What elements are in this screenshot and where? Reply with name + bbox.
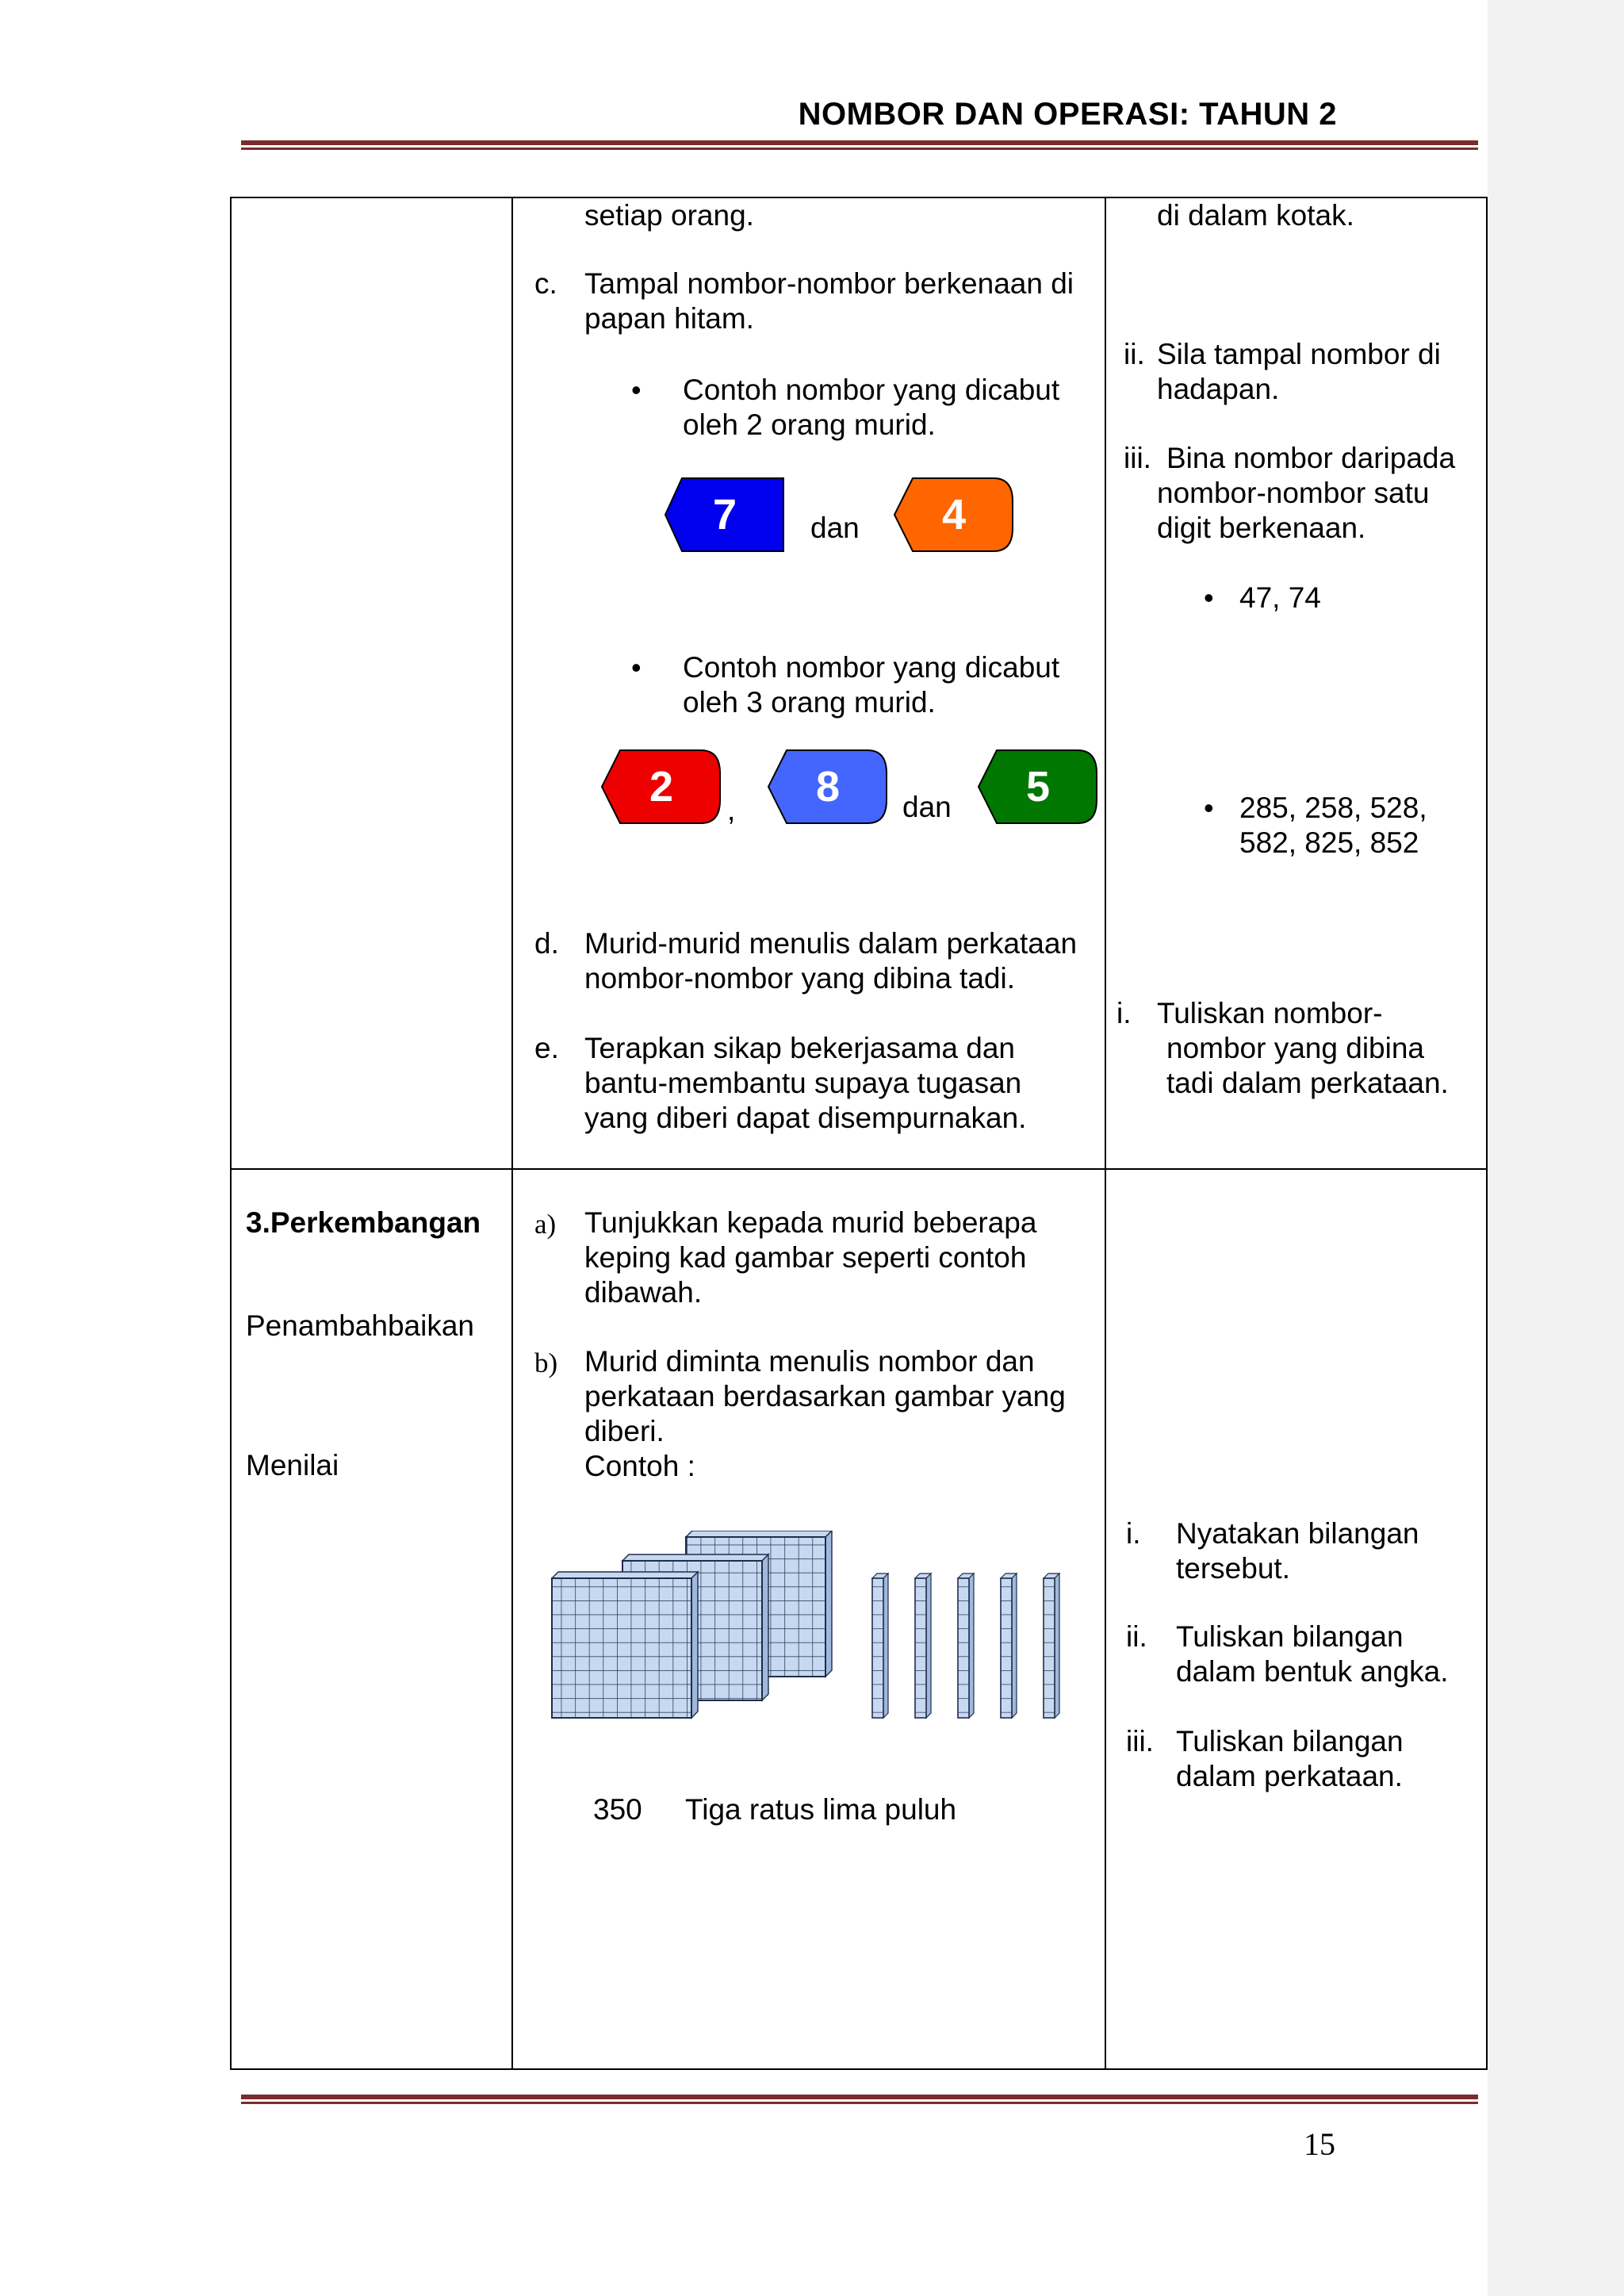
item-e-text-3: yang diberi dapat disempurnakan. [584,1102,1027,1134]
item-c-text-1: Tampal nombor-nombor berkenaan di [584,267,1074,300]
note-iii-text-3: digit berkenaan. [1157,512,1366,544]
note-ii-text-1: Sila tampal nombor di [1157,338,1441,370]
note-iii-marker: iii. [1126,1725,1154,1757]
note-ii-text-2: dalam bentuk angka. [1176,1655,1449,1688]
item-e-marker: e. [534,1032,559,1064]
item-a-text-2: keping kad gambar seperti contoh [584,1241,1027,1274]
header-rule-thick [241,140,1478,145]
card-number: 7 [712,491,737,539]
number-card [768,749,888,824]
bullet1-text-2: oleh 2 orang murid. [683,408,936,441]
ten-rod [958,1573,974,1718]
note-ii-marker: ii. [1124,338,1145,370]
item-d-text-2: nombor-nombor yang dibina tadi. [584,962,1015,995]
number-card [894,477,1014,552]
column-divider-2 [1105,197,1106,2070]
column-divider-1 [511,197,513,2070]
note-ii-marker: ii. [1126,1620,1147,1653]
card-number: 2 [649,763,674,811]
item-d-text-1: Murid-murid menulis dalam perkataan [584,927,1078,960]
number-card [978,749,1098,824]
number-card [665,477,785,552]
bullet-icon: • [1204,581,1214,614]
header-rule-thin [241,148,1478,150]
item-a-text-3: dibawah. [584,1276,703,1309]
example-number: 350 [593,1793,642,1826]
card-number: 8 [815,763,841,811]
note-iii-text-1: Bina nombor daripada [1166,442,1456,474]
card-number: 5 [1025,763,1051,811]
example-label: Contoh : [584,1450,695,1482]
card-number: 4 [941,491,967,539]
page-margin-strip [1488,0,1624,2296]
note-i-text-2: nombor yang dibina [1166,1032,1424,1064]
note-i-marker: i. [1116,997,1132,1029]
item-a-marker: a) [534,1209,557,1240]
footer-rule-thin [241,2102,1478,2104]
ten-rod [1044,1573,1059,1718]
footer-rule-thick [241,2095,1478,2099]
note-iii-text-2: nombor-nombor satu [1157,477,1430,509]
note-i-text-2: tersebut. [1176,1552,1290,1585]
ten-rod [1001,1573,1017,1718]
connector-dan: dan [810,512,860,544]
note-ii-text-2: hadapan. [1157,373,1280,405]
note-i-text-3: tadi dalam perkataan. [1166,1067,1449,1099]
row-divider [230,1168,1488,1170]
note-iii-text-2: dalam perkataan. [1176,1760,1403,1792]
note-i-marker: i. [1126,1517,1141,1550]
item-c-text-2: papan hitam. [584,302,754,335]
notes-continuation: di dalam kotak. [1157,199,1354,232]
stage-subtitle-2: Menilai [246,1449,339,1481]
stage-subtitle-1: Penambahbaikan [246,1309,474,1342]
activity-continuation: setiap orang. [584,199,754,232]
note-i-text-1: Nyatakan bilangan [1176,1517,1419,1550]
item-b-text-2: perkataan berdasarkan gambar yang [584,1380,1066,1412]
number-card [601,749,722,824]
answer-three-digit-1: 285, 258, 528, [1239,792,1427,824]
item-c-marker: c. [534,267,557,300]
item-a-text-1: Tunjukkan kepada murid beberapa [584,1206,1037,1239]
answer-two-digit: 47, 74 [1239,581,1321,614]
note-i-text-1: Tuliskan nombor- [1157,997,1383,1029]
ten-rod [872,1573,888,1718]
note-ii-text-1: Tuliskan bilangan [1176,1620,1404,1653]
example-words: Tiga ratus lima puluh [685,1793,957,1826]
hundred-flat [552,1572,698,1718]
bullet-icon: • [631,651,642,684]
page-number: 15 [1304,2126,1335,2162]
page-header-title: NOMBOR DAN OPERASI: TAHUN 2 [798,97,1337,132]
connector-comma: , [727,794,736,826]
bullet-icon: • [631,374,642,406]
bullet2-text-2: oleh 3 orang murid. [683,686,936,719]
ten-rod [915,1573,931,1718]
bullet-icon: • [1204,792,1214,824]
base-ten-blocks-illustration [547,1531,1071,1729]
item-b-text-1: Murid diminta menulis nombor dan [584,1345,1035,1378]
bullet1-text-1: Contoh nombor yang dicabut [683,374,1060,406]
note-iii-marker: iii. [1124,442,1151,474]
item-e-text-2: bantu-membantu supaya tugasan [584,1067,1022,1099]
answer-three-digit-2: 582, 825, 852 [1239,826,1419,859]
stage-title: 3.Perkembangan [246,1206,481,1239]
note-iii-text-1: Tuliskan bilangan [1176,1725,1404,1757]
item-d-marker: d. [534,927,559,960]
item-b-marker: b) [534,1347,558,1378]
item-e-text-1: Terapkan sikap bekerjasama dan [584,1032,1015,1064]
bullet2-text-1: Contoh nombor yang dicabut [683,651,1060,684]
connector-dan: dan [902,791,952,823]
item-b-text-3: diberi. [584,1415,665,1447]
